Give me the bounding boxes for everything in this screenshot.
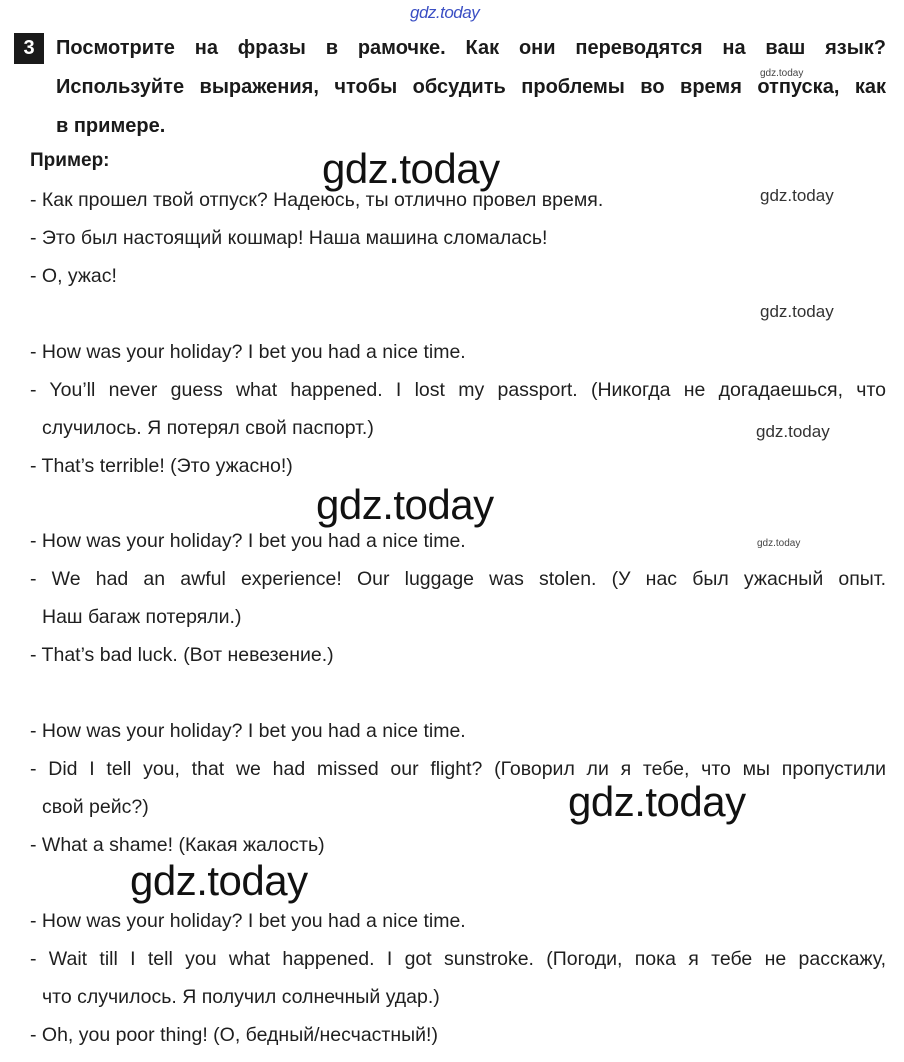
watermark-large: gdz.today	[130, 857, 308, 904]
task-instruction-line-1: Посмотрите на фразы в рамочке. Как они переводятся на ваш язык?	[56, 37, 886, 59]
dialogue-line: - We had an awful experience! Our luggage was stolen. (У нас был ужасный опыт.	[30, 568, 886, 590]
dialogue-line: - Как прошел твой отпуск? Надеюсь, ты отлично провел время.	[30, 189, 604, 211]
dialogue-line: - Это был настоящий кошмар! Наша машина сломалась!	[30, 227, 548, 249]
dialogue-line-continuation: Наш багаж потеряли.)	[42, 606, 242, 628]
dialogue-line: - Did I tell you, that we had missed our flight? (Говорил ли я тебе, что мы пропустили	[30, 758, 886, 780]
dialogue-line-continuation: свой рейс?)	[42, 796, 149, 818]
dialogue-line: - What a shame! (Какая жалость)	[30, 834, 325, 856]
exercise-number-badge: 3	[14, 33, 44, 64]
dialogue-line: - How was your holiday? I bet you had a nice time.	[30, 341, 466, 363]
watermark-small: gdz.today	[760, 186, 834, 205]
watermark-large: gdz.today	[316, 481, 494, 528]
dialogue-line: - That’s bad luck. (Вот невезение.)	[30, 644, 334, 666]
task-instruction-line-2: Используйте выражения, чтобы обсудить проблемы во время отпуска, как	[56, 76, 886, 98]
task-instruction-line-3: в примере.	[56, 115, 166, 137]
dialogue-line: - You’ll never guess what happened. I lost my passport. (Никогда не догадаешься, что	[30, 379, 886, 401]
watermark-large: gdz.today	[322, 145, 500, 192]
dialogue-line: - О, ужас!	[30, 265, 117, 287]
example-label: Пример:	[30, 150, 110, 171]
watermark-small: gdz.today	[756, 422, 830, 441]
dialogue-line-continuation: что случилось. Я получил солнечный удар.)	[42, 986, 440, 1008]
dialogue-line: - Wait till I tell you what happened. I got sunstroke. (Погоди, пока я тебе не расскажу,	[30, 948, 886, 970]
dialogue-line: - How was your holiday? I bet you had a nice time.	[30, 530, 466, 552]
dialogue-line: - How was your holiday? I bet you had a nice time.	[30, 910, 466, 932]
dialogue-line-continuation: случилось. Я потерял свой паспорт.)	[42, 417, 374, 439]
watermark-small: gdz.today	[760, 68, 804, 79]
watermark-small: gdz.today	[757, 538, 801, 549]
watermark-top: gdz.today	[410, 3, 480, 22]
dialogue-line: - How was your holiday? I bet you had a nice time.	[30, 720, 466, 742]
watermark-small: gdz.today	[760, 302, 834, 321]
dialogue-line: - That’s terrible! (Это ужасно!)	[30, 455, 293, 477]
watermark-large: gdz.today	[568, 778, 746, 825]
dialogue-line: - Oh, you poor thing! (О, бедный/несчастный!)	[30, 1024, 438, 1046]
